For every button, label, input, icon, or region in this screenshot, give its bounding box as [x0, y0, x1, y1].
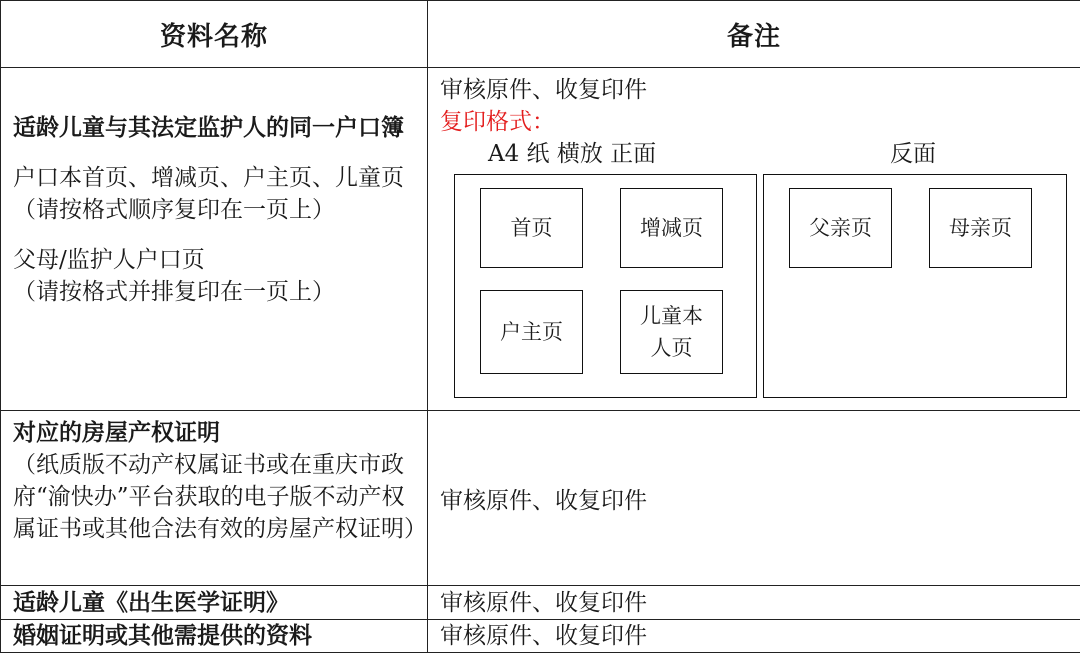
- row2-material-cell: [1, 411, 428, 586]
- row3-remark: 审核原件、收复印件: [428, 586, 1080, 620]
- front-page-box: 首页: [480, 188, 583, 268]
- row3-title: 适龄儿童《出生医学证明》: [1, 586, 428, 620]
- format-label: 复印格式：: [440, 106, 1070, 138]
- row1-item1-line2: （请按格式顺序复印在一页上）: [13, 194, 417, 226]
- copy-format-diagram: [440, 170, 1070, 410]
- householder-page-box: 户主页: [480, 290, 583, 374]
- row2-note: （纸质版不动产权属证书或在重庆市政府“渝快办”平台获取的电子版不动产权属证书或其他合法有效的房屋产权证明）: [13, 449, 417, 545]
- paper-labels: [440, 138, 1070, 170]
- row1-item2-line2: （请按格式并排复印在一页上）: [13, 276, 417, 308]
- row1-item1-line1: 户口本首页、增减页、户主页、儿童页: [13, 162, 417, 194]
- table-row: [1, 620, 1080, 653]
- paper-front-label: A4 纸 横放 正面: [488, 138, 656, 170]
- row4-remark: 审核原件、收复印件: [428, 620, 1080, 653]
- header-material-name: 资料名称: [1, 1, 428, 68]
- child-page-box: 儿童本人页: [620, 290, 723, 374]
- add-remove-page-box: 增减页: [620, 188, 723, 268]
- row1-material-cell: [1, 68, 428, 411]
- row2-remark: 审核原件、收复印件: [440, 485, 1070, 517]
- paper-back-label: 反面: [890, 138, 936, 170]
- table-header-row: [1, 1, 1080, 68]
- row1-remark: 审核原件、收复印件: [440, 74, 1070, 106]
- father-page-box: 父亲页: [789, 188, 892, 268]
- table-row: [1, 586, 1080, 620]
- row1-title: 适龄儿童与其法定监护人的同一户口簿: [13, 112, 417, 144]
- table-row: [1, 68, 1080, 411]
- header-remark: 备注: [428, 1, 1080, 68]
- table-row: [1, 411, 1080, 586]
- row2-title: 对应的房屋产权证明: [13, 417, 417, 449]
- mother-page-box: 母亲页: [929, 188, 1032, 268]
- row1-item2-line1: 父母/监护人户口页: [13, 244, 417, 276]
- row1-remark-cell: [428, 68, 1080, 411]
- row4-title: 婚姻证明或其他需提供的资料: [1, 620, 428, 653]
- row2-remark-cell: [428, 411, 1080, 586]
